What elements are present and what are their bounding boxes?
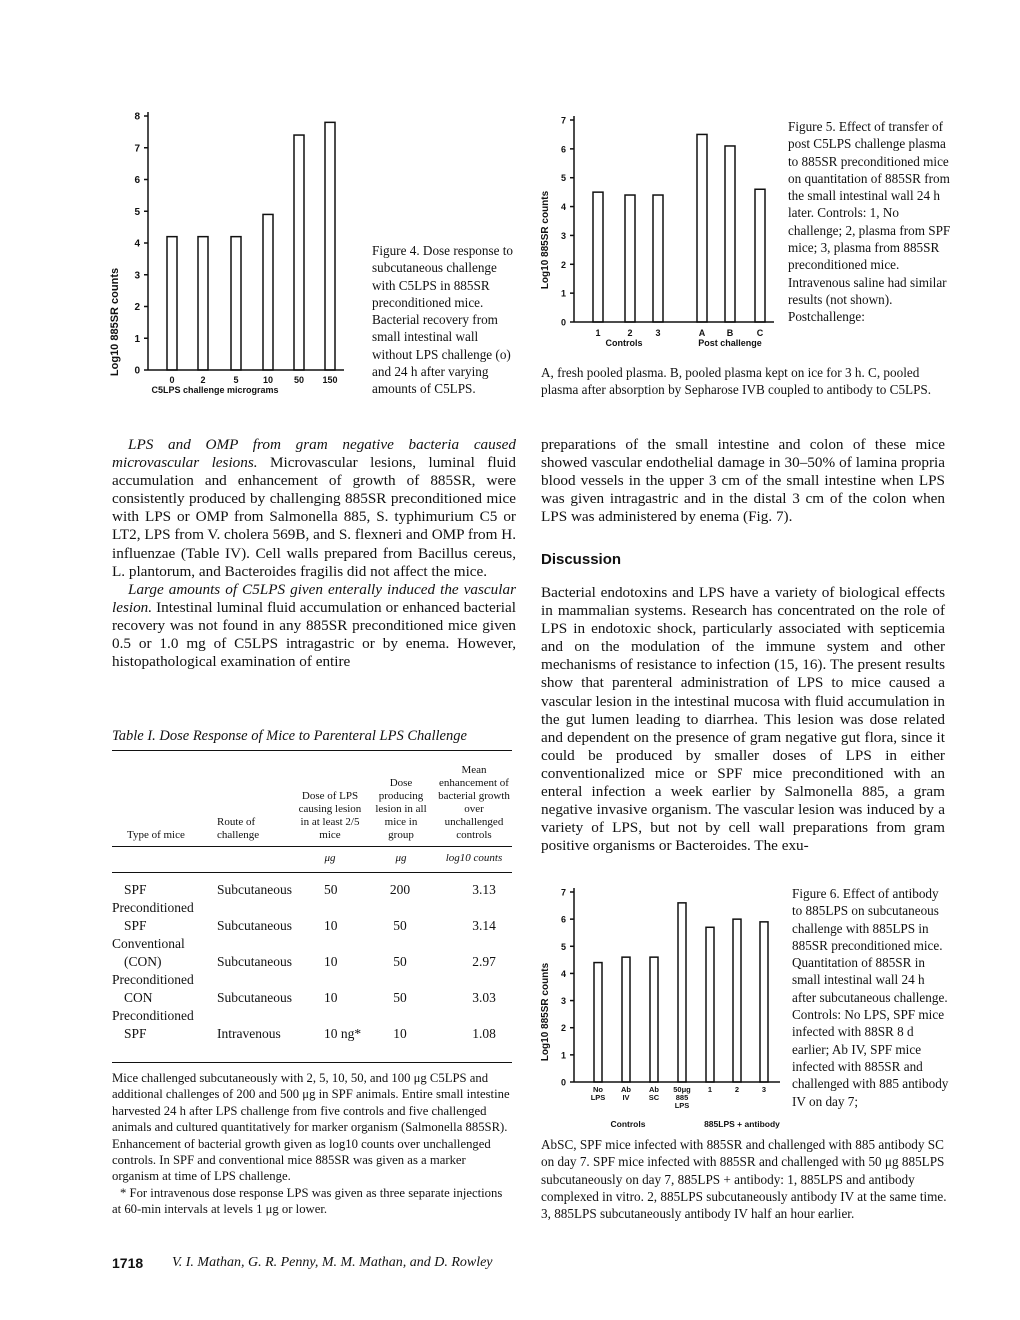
f5-xtick-label: 1 [595, 328, 601, 338]
paragraph-large-amounts-text: Intestinal luminal fluid accumulation or enhanced bacterial recovery was not found in any 885SR preconditioned mice given 0.5 or 1.0 mg of C5LPS intragastric or by enema. However, histopathological examination of entire [112, 598, 516, 671]
paragraph-lps-omp [112, 436, 516, 581]
table-1-units [112, 852, 512, 868]
f6-xtick-label: 50μg [673, 1085, 691, 1094]
f4-ytick-label: 0 [134, 365, 140, 377]
figure-5-chart [530, 110, 790, 360]
table-row-prefix [112, 972, 512, 990]
cell-type-prefix: Conventional [112, 936, 185, 951]
f6-xtick-label: No [593, 1085, 603, 1094]
table-row [112, 990, 512, 1008]
f4-ytick-label: 5 [134, 206, 140, 218]
page-number: 1718 [112, 1255, 144, 1271]
cell-route: Subcutaneous [217, 954, 292, 969]
cell-dose-lesion: 10 ng* [324, 1026, 362, 1041]
paragraph-large-amounts-head: Large amounts of C5LPS given enterally induced the vascular lesion. [112, 580, 516, 616]
f4-bar-3 [231, 237, 241, 370]
cell-type: SPF [124, 918, 147, 933]
table-row-prefix [112, 900, 512, 918]
f6-bar-3 [650, 957, 658, 1082]
cell-dose-lesion: 10 [324, 954, 338, 969]
cell-dose-all: 10 [393, 1026, 407, 1041]
f5-ytick-label: 1 [560, 288, 566, 299]
cell-dose-lesion: 10 [324, 918, 338, 933]
cell-type: SPF [124, 1026, 147, 1041]
cell-dose-lesion: 50 [324, 882, 338, 897]
figure-5-caption-top [788, 118, 956, 326]
f5-ytick-label: 3 [560, 230, 566, 241]
f5-xtick-label: A [698, 328, 706, 338]
fig6-group-lps-antibody: 885LPS + antibody [704, 1119, 780, 1129]
f6-ytick-label: 5 [560, 941, 566, 952]
table-row [112, 954, 512, 972]
cell-route: Subcutaneous [217, 918, 292, 933]
cell-type-prefix: Preconditioned [112, 900, 194, 915]
cell-mean: 1.08 [472, 1026, 496, 1041]
cell-type-prefix: Preconditioned [112, 972, 194, 987]
fig4-caption-text: Figure 4. Dose response to subcutaneous challenge with C5LPS in 885SR preconditioned mice. Bacterial recovery from small intestinal wall without LPS challenge (o) and 24 h after varying amounts of C5LPS. [372, 243, 514, 397]
table-1-note-text: Mice challenged subcutaneously with 2, 5, 10, 50, and 100 μg C5LPS and additional challenges of 200 and 500 μg in SPF animals. Entire small intestine harvested 24 h after LPS challenge from five controls and five challenged animals and cultured quantitatively for marker organism (Salmonella 885SR). Enhancement of bacterial growth given as log10 counts over unchallenged controls. In SPF and conventional mice 885SR was given as a marker organism at time of LPS challenge. [112, 1071, 510, 1184]
paragraph-large-amounts [112, 581, 516, 671]
cell-dose-all: 50 [393, 990, 407, 1005]
fig5-caption-top-text: Figure 5. Effect of transfer of post C5LPS challenge plasma to 885SR preconditioned mice on quantitation of 885SR from the small intestinal wall 24 h later. Controls: 1, No challenge; 2, plasma from SPF mice; 3, plasma from 885SR preconditioned mice. Intravenous saline had similar results (not shown). Postchallenge: [788, 119, 951, 325]
table-1-footnote: * For intravenous dose response LPS was given as three separate injections at 60-min intervals at levels 1 μg or lower. [112, 1185, 503, 1217]
f4-ytick-label: 2 [134, 302, 140, 313]
cell-dose-lesion: 10 [324, 990, 338, 1005]
paragraph-preparations: preparations of the small intestine and colon of these mice showed vascular endothelial damage in 30–50% of lamina propria blood vessels in the upper 3 cm of the small intestine when LPS was given intragastric and in the distal 3 cm of the colon when LPS was administered by enema (Fig. 7). [541, 436, 945, 526]
f6-xtick-label: IV [622, 1093, 630, 1102]
table-1-header-rule [112, 846, 512, 847]
th-dose-all: Dose producing lesion in all mice in group [375, 777, 427, 841]
fig5-group-post-challenge: Post challenge [698, 338, 762, 348]
f5-bar-6 [755, 189, 765, 322]
f6-ytick-label: 4 [560, 968, 566, 979]
f4-xtick-label: 10 [262, 375, 274, 385]
f6-xtick-label: 885 [675, 1093, 689, 1102]
f6-ytick-label: 3 [560, 996, 566, 1007]
figure-4-chart [100, 104, 360, 404]
cell-dose-all: 50 [393, 954, 407, 969]
f6-xtick-label: 2 [734, 1085, 740, 1094]
f6-ytick-label: 0 [560, 1077, 566, 1088]
f5-bar-4 [697, 134, 707, 322]
table-1-units-rule [112, 872, 512, 873]
f4-bar-6 [325, 122, 335, 370]
cell-route: Subcutaneous [217, 882, 292, 897]
f5-ytick-label: 7 [560, 115, 566, 126]
f4-ytick-label: 8 [134, 111, 140, 123]
f5-ytick-label: 4 [560, 202, 566, 213]
fig6-caption-bottom-text: AbSC, SPF mice infected with 885SR and challenged with 885 antibody SC on day 7. SPF mice infected with 885SR and challenged with 50 μg 885LPS subcutaneously on day 7, 885LPS + antibody: 1, 885LPS and antibody complexed in vitro. 2, 885LPS subcutaneously antibody IV at the same time. 3, 885LPS subcutaneously antibody IV half an hour earlier. [541, 1137, 947, 1222]
cell-type-prefix: Preconditioned [112, 1008, 194, 1023]
f6-ytick-label: 7 [560, 887, 566, 898]
f6-xtick-label: SC [648, 1093, 660, 1102]
f5-bar-1 [593, 192, 603, 322]
cell-mean: 3.03 [472, 990, 496, 1005]
f6-ytick-label: 1 [560, 1050, 566, 1061]
f5-xtick-label: C [756, 328, 764, 338]
th-type-of-mice: Type of mice [127, 829, 185, 841]
table-row [112, 1026, 512, 1044]
f4-xtick-label: 5 [233, 375, 239, 385]
f6-xtick-label: Ab [649, 1085, 659, 1094]
fig5-caption-bottom-text: A, fresh pooled plasma. B, pooled plasma kept on ice for 3 h. C, pooled plasma after absorption by Sepharose IVB coupled to antibody to C5LPS. [541, 365, 932, 398]
f6-bar-4 [678, 903, 686, 1082]
f6-bar-5 [706, 927, 714, 1082]
cell-route: Intravenous [217, 1026, 281, 1041]
unit-mean: log10 counts [445, 852, 503, 864]
f4-ytick-label: 3 [134, 270, 140, 282]
unit-dose-lesion: μg [324, 852, 336, 864]
figure-6-chart [530, 882, 800, 1134]
running-authors: V. I. Mathan, G. R. Penny, M. M. Mathan, and D. Rowley [172, 1255, 493, 1270]
f6-xtick-label: 1 [707, 1085, 713, 1094]
fig4-ylabel: Log10 885SR counts [109, 267, 121, 377]
f6-bar-7 [760, 922, 768, 1082]
table-1-bottom-rule [112, 1062, 512, 1063]
figure-5-caption-bottom [541, 364, 957, 399]
th-route: Route of challenge [217, 816, 260, 841]
cell-mean: 2.97 [472, 954, 496, 969]
table-1-top-rule [112, 750, 512, 751]
f5-bar-3 [653, 195, 663, 322]
paragraph-lps-omp-text: Microvascular lesions, luminal fluid accumulation and enhancement of growth of 885SR, were consistently produced by challenging 885SR preconditioned mice with LPS or OMP from Salmonella 885, S. typhimurium C5 or LT2, LPS from V. cholera 569B, and S. flexneri and OMP from H. influenzae (Table IV). Cell walls prepared from Bacillus cereus, L. plantorum, and Bacteroides fragilis did not affect the mice. [112, 454, 516, 580]
paragraph-lps-omp-head: LPS and OMP from gram negative bacteria caused microvascular lesions. [112, 436, 516, 472]
fig5-ylabel: Log10 885SR counts [540, 190, 551, 290]
f5-ytick-label: 0 [560, 317, 566, 328]
cell-dose-all: 200 [389, 882, 411, 897]
figure-4-caption [372, 242, 520, 398]
discussion-text [541, 584, 945, 855]
f4-xtick-label: 2 [200, 375, 206, 385]
f6-bar-2 [622, 957, 630, 1082]
f5-ytick-label: 6 [560, 144, 566, 155]
fig4-xlabel: C5LPS challenge micrograms [151, 385, 279, 395]
discussion-heading: Discussion [541, 551, 622, 568]
figure-6-caption-bottom [541, 1136, 957, 1222]
cell-type: (CON) [124, 954, 162, 969]
cell-mean: 3.13 [472, 882, 496, 897]
th-mean: Mean enhancement of bacterial growth over unchallenged controls [438, 764, 510, 841]
f5-ytick-label: 5 [560, 173, 566, 184]
cell-dose-all: 50 [393, 918, 407, 933]
table-row [112, 918, 512, 936]
f6-bar-1 [594, 963, 602, 1082]
table-row-prefix [112, 1008, 512, 1026]
f4-xtick-label: 0 [169, 375, 175, 385]
f4-ytick-label: 4 [134, 238, 140, 250]
f6-ytick-label: 6 [560, 914, 566, 925]
table-row [112, 882, 512, 900]
f4-bar-5 [294, 135, 304, 370]
f5-bar-2 [625, 195, 635, 322]
f6-bar-6 [733, 919, 741, 1082]
f5-ytick-label: 2 [560, 259, 566, 270]
f6-xtick-label: Ab [621, 1085, 631, 1094]
left-column-text [112, 436, 516, 671]
right-column-text [541, 436, 945, 526]
fig6-ylabel: Log10 885SR counts [540, 962, 551, 1062]
f5-xtick-label: 3 [655, 328, 661, 338]
f4-bar-4 [263, 214, 273, 370]
cell-type: CON [124, 990, 153, 1005]
f6-ytick-label: 2 [560, 1023, 566, 1034]
f6-xtick-label: 3 [761, 1085, 767, 1094]
f5-bar-5 [725, 146, 735, 322]
table-1-note [112, 1070, 514, 1218]
f5-xtick-label: 2 [627, 328, 633, 338]
f4-ytick-label: 7 [134, 143, 140, 155]
unit-dose-all: μg [395, 852, 407, 864]
figure-6-caption-top [792, 885, 952, 1110]
paragraph-discussion: Bacterial endotoxins and LPS have a variety of biological effects in mammalian systems. Research has concentrated on the role of LPS in endotoxic shock, particularly associated with septicemia and on the modulation of the immune system and other mechanisms of resistance to infection (15, 16). The present results show that parenteral administration of LPS to mice caused a vascular lesion in the intestinal mucosa with fluid accumulation in the gut lumen leading to diarrhea. This lesion was dose related and dependent on the presence of gram negative gut flora, since it could be produced by smaller doses of LPS in either conventionalized mice or SPF mice preconditioned with an enteral infection a week earlier by Salmonella 885, a gram negative invasive organism. The vascular lesion was induced by a variety of LPS, but not by cell wall preparations from gram positive organisms or Bacteroides. The exu- [541, 584, 945, 855]
cell-type: SPF [124, 882, 147, 897]
cell-route: Subcutaneous [217, 990, 292, 1005]
table-1-title: Table I. Dose Response of Mice to Parenteral LPS Challenge [112, 728, 467, 744]
table-1-header [112, 756, 512, 842]
f6-xtick-label: LPS [674, 1101, 690, 1110]
f4-xtick-label: 50 [293, 375, 305, 385]
f4-ytick-label: 1 [134, 333, 140, 345]
table-row-prefix [112, 936, 512, 954]
f4-xtick-label: 150 [322, 375, 338, 385]
f4-ytick-label: 6 [134, 175, 140, 186]
f4-bar-1 [167, 237, 177, 370]
f5-xtick-label: B [726, 328, 734, 338]
th-dose-lesion: Dose of LPS causing lesion in at least 2/5 mice [298, 790, 362, 841]
fig6-group-controls: Controls [610, 1119, 646, 1129]
fig6-caption-top-text: Figure 6. Effect of antibody to 885LPS on subcutaneous challenge with 885LPS in 885SR preconditioned mice. Quantitation of 885SR in small intestinal wall 24 h after subcutaneous challenge. Controls: No LPS, SPF mice infected with 88SR 8 d earlier; Ab IV, SPF mice infected with 885SR and challenged with 885 antibody IV on day 7; [792, 886, 949, 1109]
f4-bar-2 [198, 237, 208, 370]
cell-mean: 3.14 [472, 918, 496, 933]
f6-xtick-label: LPS [590, 1093, 606, 1102]
fig5-group-controls: Controls [605, 338, 643, 348]
